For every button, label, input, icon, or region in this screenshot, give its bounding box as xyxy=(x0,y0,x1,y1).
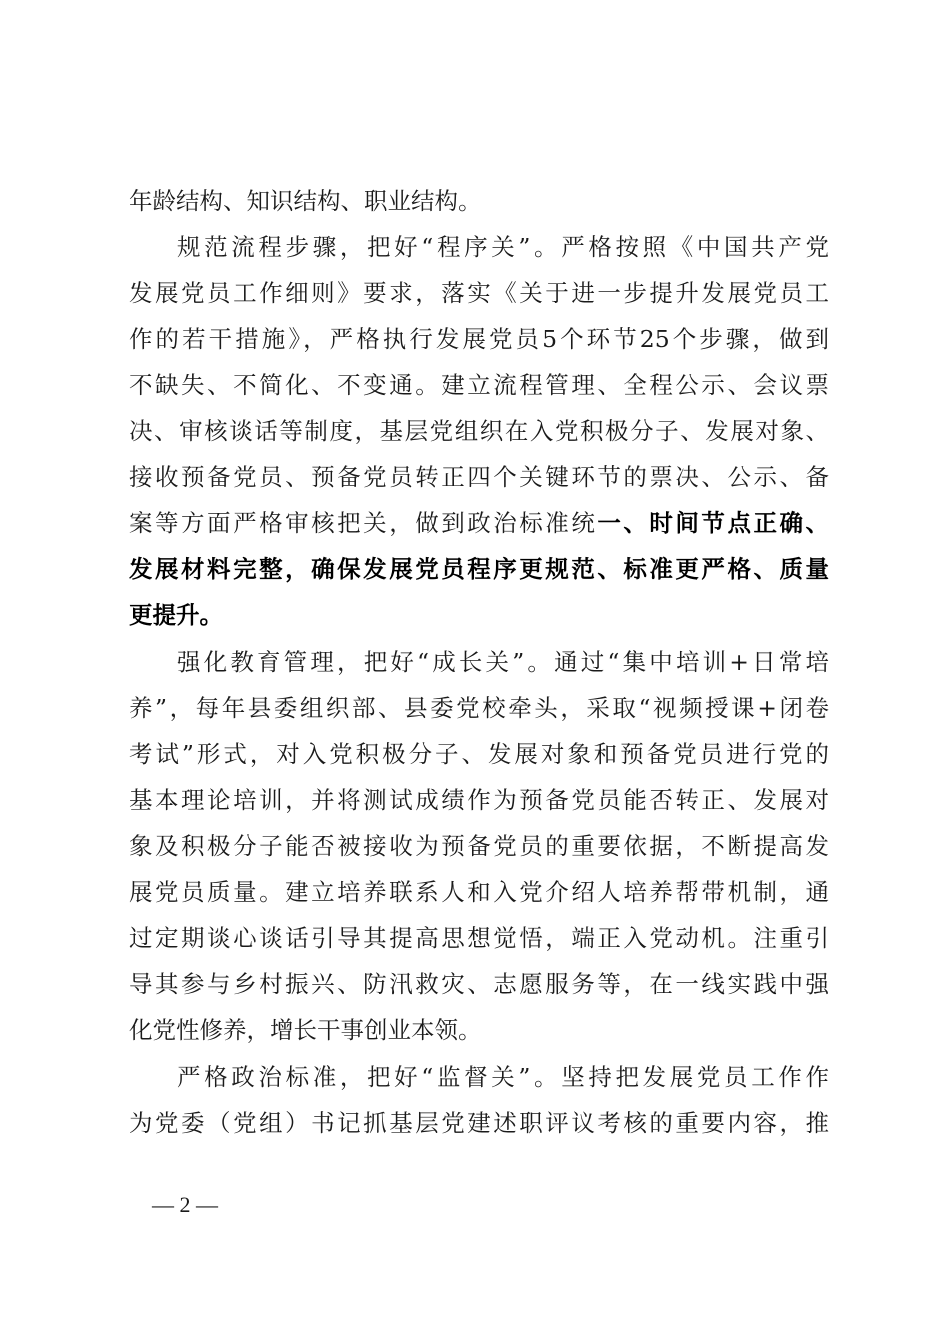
paragraph-line: 接收预备党员、预备党员转正四个关键环节的票决、公示、备 xyxy=(129,463,829,491)
paragraph-line: 为党委（党组）书记抓基层党建述职评议考核的重要内容，推 xyxy=(129,1109,829,1137)
line-text: 案等方面严格审核把关，做到政治标准统 xyxy=(129,509,598,537)
bold-paragraph-line: 更提升。 xyxy=(129,601,223,629)
paragraph-line: 强化教育管理，把好“成长关”。通过“集中培训+日常培 xyxy=(177,648,829,676)
bold-paragraph-line: 发展材料完整，确保发展党员程序更规范、标准更严格、质量 xyxy=(129,555,829,583)
paragraph-line: 年龄结构、知识结构、职业结构。 xyxy=(129,187,482,215)
paragraph-line: 作的若干措施》，严格执行发展党员5个环节25个步骤，做到 xyxy=(129,325,829,353)
paragraph-line: 发展党员工作细则》要求，落实《关于进一步提升发展党员工 xyxy=(129,279,829,307)
paragraph-line: 不缺失、不简化、不变通。建立流程管理、全程公示、会议票 xyxy=(129,371,829,399)
paragraph-line: 基本理论培训，并将测试成绩作为预备党员能否转正、发展对 xyxy=(129,786,829,814)
paragraph-line: 严格政治标准，把好“监督关”。坚持把发展党员工作作 xyxy=(177,1063,829,1091)
paragraph-line: 考试”形式，对入党积极分子、发展对象和预备党员进行党的 xyxy=(129,740,829,768)
paragraph-line: 导其参与乡村振兴、防汛救灾、志愿服务等，在一线实践中强 xyxy=(129,970,829,998)
paragraph-line: 象及积极分子能否被接收为预备党员的重要依据，不断提高发 xyxy=(129,832,829,860)
paragraph-line: 养”，每年县委组织部、县委党校牵头，采取“视频授课+闭卷 xyxy=(129,694,829,722)
page-number: — 2 — xyxy=(152,1192,218,1217)
paragraph-line xyxy=(129,507,829,539)
paragraph-line: 化党性修养，增长干事创业本领。 xyxy=(129,1016,482,1044)
paragraph-line: 展党员质量。建立培养联系人和入党介绍人培养帮带机制，通 xyxy=(129,878,829,906)
paragraph-line: 决、审核谈话等制度，基层党组织在入党积极分子、发展对象、 xyxy=(129,417,829,445)
paragraph-line: 过定期谈心谈话引导其提高思想觉悟，端正入党动机。注重引 xyxy=(129,924,829,952)
bold-text: 一、时间节点正确、 xyxy=(597,509,830,537)
paragraph-line: 规范流程步骤，把好“程序关”。严格按照《中国共产党 xyxy=(177,233,829,261)
